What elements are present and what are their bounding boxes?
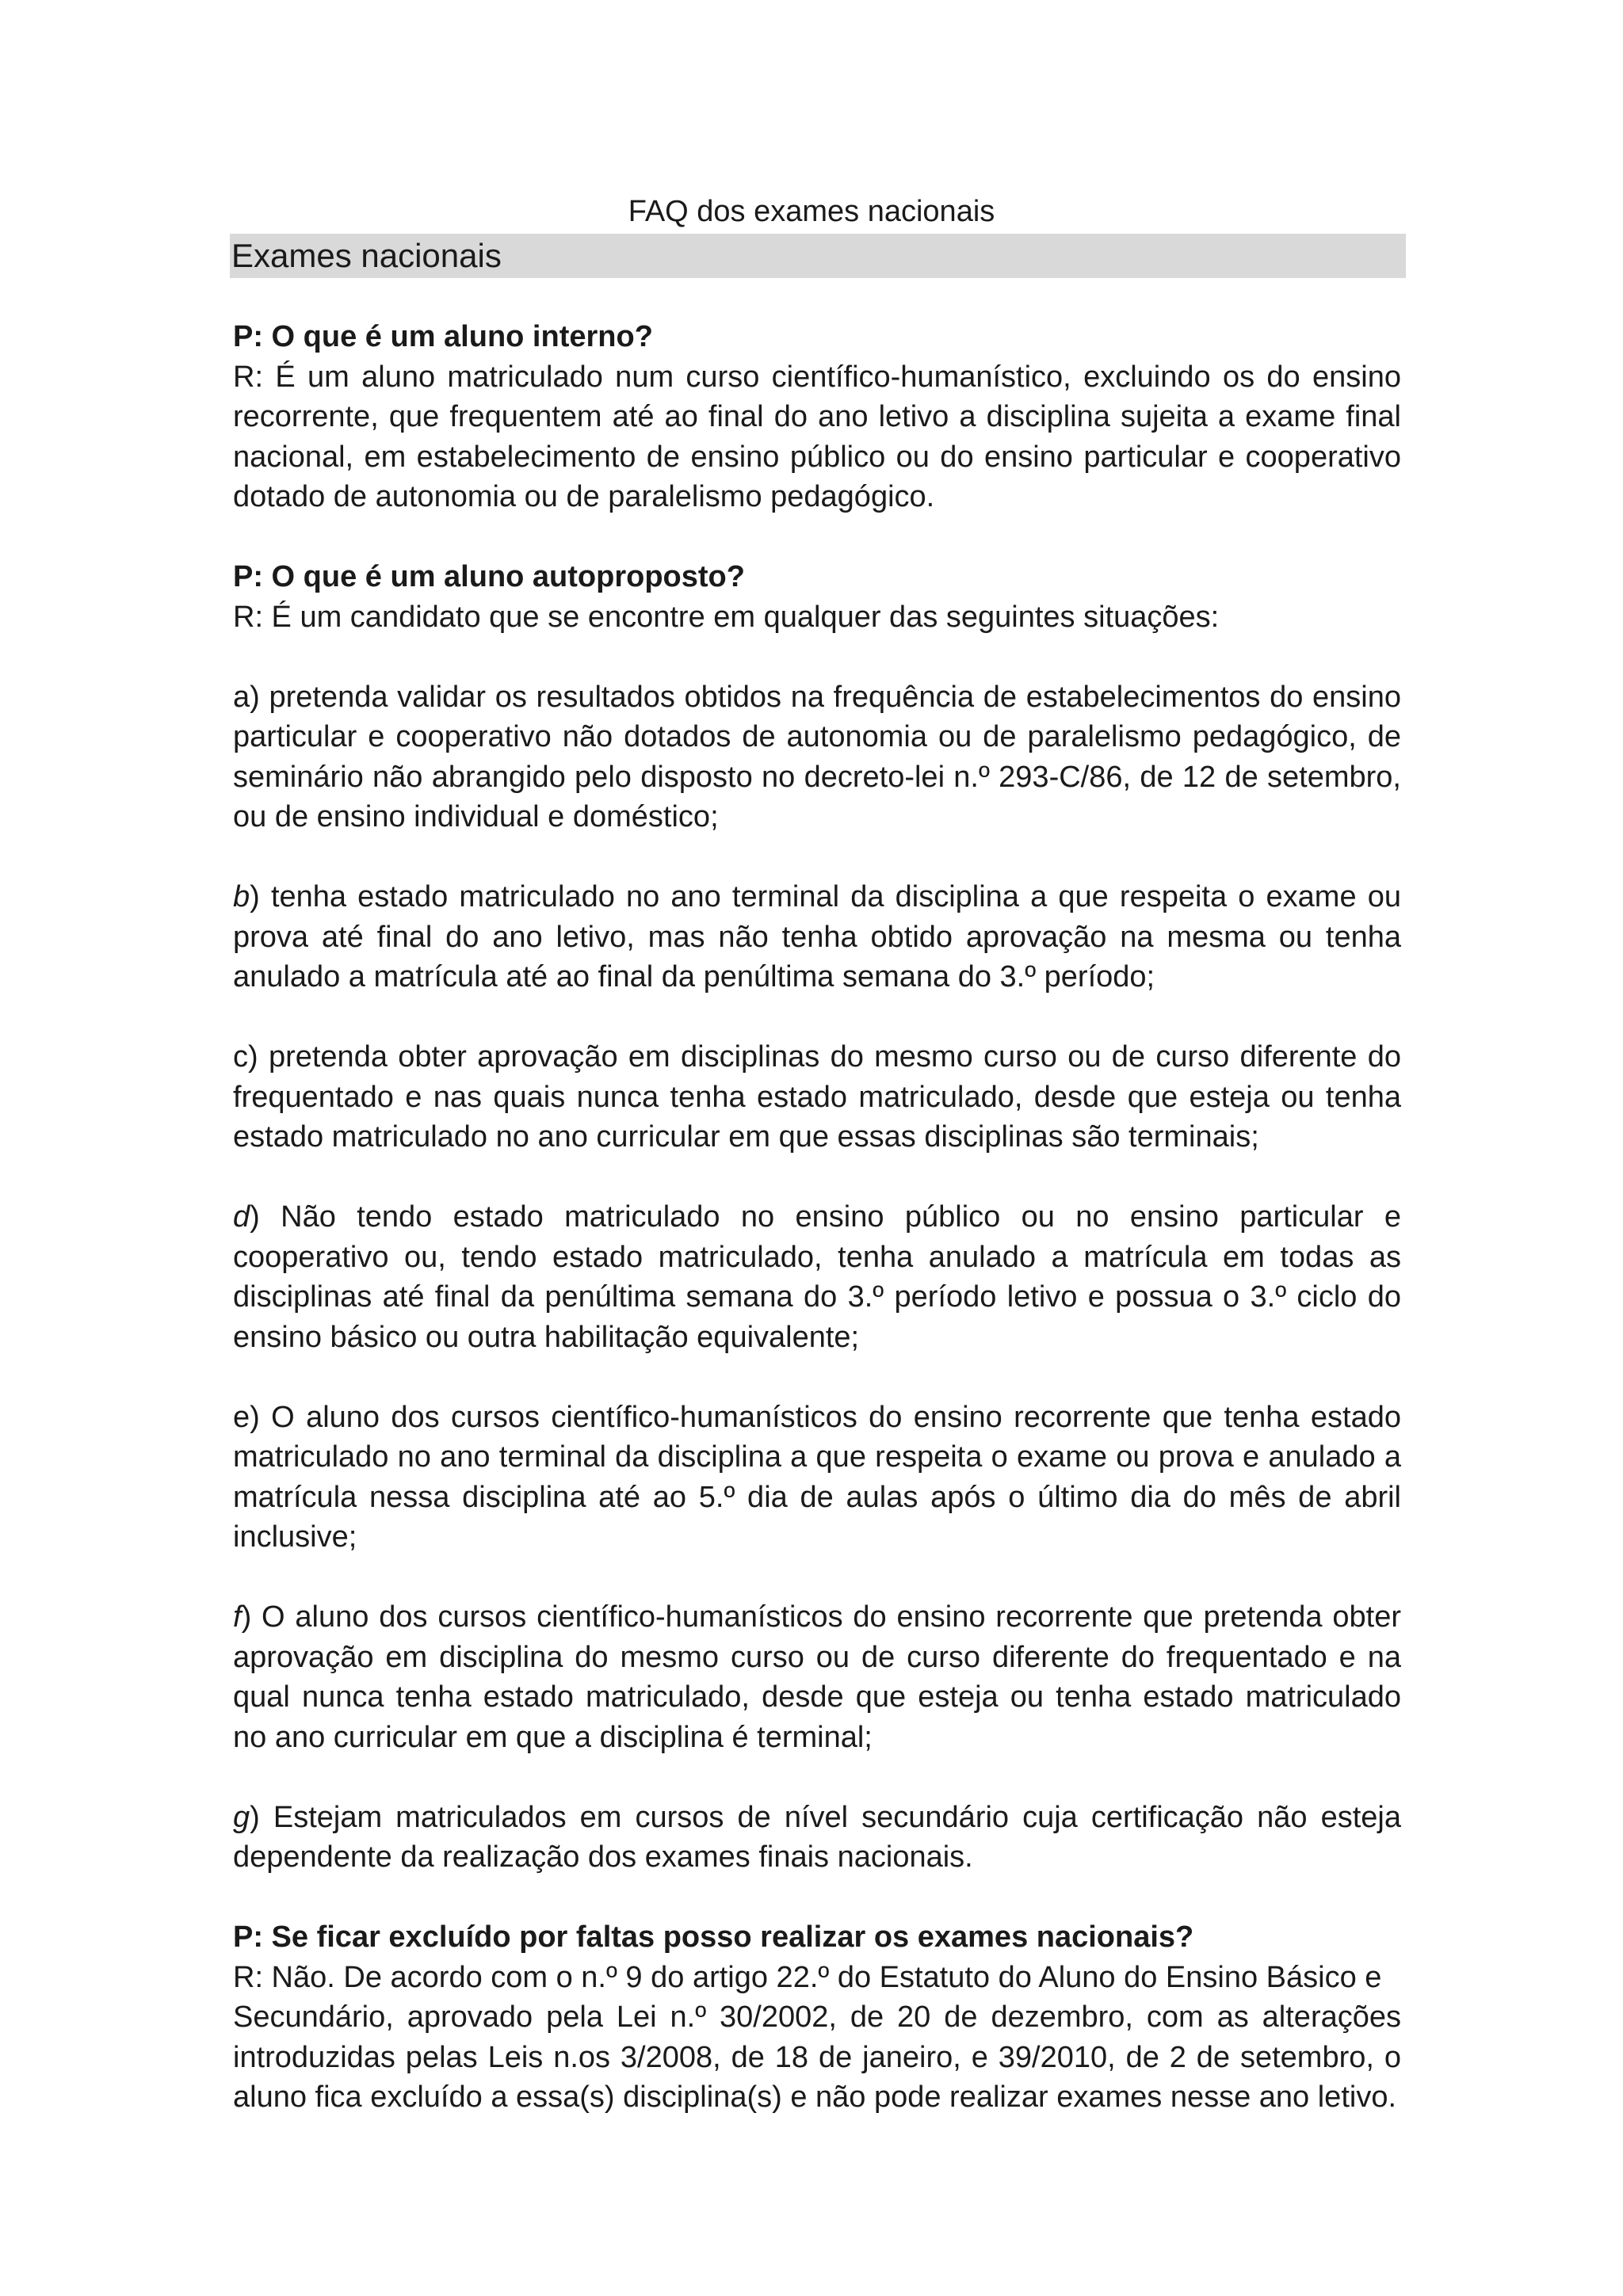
- paragraph-gap: [233, 837, 1401, 878]
- paragraph-gap: [233, 517, 1401, 558]
- paragraph-gap: [233, 1158, 1401, 1198]
- item-letter: d: [233, 1200, 250, 1234]
- item-letter: g: [233, 1800, 250, 1834]
- paragraph-gap: [233, 1558, 1401, 1598]
- faq-content: [233, 317, 1401, 2118]
- item-text: ) O aluno dos cursos científico-humanísticos do ensino recorrente que pretenda obter aprovação em disciplina do mesmo curso ou de curso diferente do frequentado e na qual nunca tenha estado matriculado, desde que esteja ou tenha estado matriculado no ano curricular em que a disciplina é terminal;: [233, 1600, 1401, 1754]
- faq-item-c: [233, 1037, 1401, 1158]
- paragraph-gap: [233, 637, 1401, 677]
- faq-item-b: [233, 877, 1401, 997]
- faq-answer-3-line1: R: Não. De acordo com o n.º 9 do artigo 22.º do Estatuto do Aluno do Ensino Básico e: [233, 1960, 1382, 1994]
- faq-item-e: [233, 1398, 1401, 1558]
- item-letter: f: [233, 1600, 242, 1634]
- item-text: ) Estejam matriculados em cursos de nível secundário cuja certificação não esteja dependente da realização dos exames finais nacionais.: [233, 1800, 1401, 1874]
- faq-item-a: [233, 677, 1401, 837]
- faq-question-3: P: Se ficar excluído por faltas posso realizar os exames nacionais?: [233, 1920, 1194, 1954]
- section-heading: Exames nacionais: [231, 237, 502, 274]
- paragraph-gap: [233, 997, 1401, 1038]
- item-letter: b: [233, 880, 250, 913]
- item-letter: c: [233, 1040, 248, 1074]
- paragraph-gap: [233, 1878, 1401, 1918]
- faq-answer-2-intro: R: É um candidato que se encontre em qualquer das seguintes situações:: [233, 600, 1220, 634]
- faq-question-2: P: O que é um aluno autoproposto?: [233, 560, 745, 593]
- faq-item-g: [233, 1798, 1401, 1878]
- faq-answer-1: R: É um aluno matriculado num curso científico-humanístico, excluindo os do ensino recorrente, que frequentem até ao final do ano letivo a disciplina sujeita a exame final nacional, em estabelecimento de ensino público ou do ensino particular e cooperativo dotado de autonomia ou de paralelismo pedagógico.: [233, 360, 1401, 513]
- item-text: ) Não tendo estado matriculado no ensino público ou no ensino particular e cooperativo ou, tendo estado matriculado, tenha anulado a matrícula em todas as disciplinas até final da penúltima semana do 3.º período letivo e possua o 3.º ciclo do ensino básico ou outra habilitação equivalente;: [233, 1200, 1401, 1354]
- faq-item-f: [233, 1597, 1401, 1757]
- paragraph-gap: [233, 1757, 1401, 1798]
- faq-item-d: [233, 1197, 1401, 1357]
- paragraph-gap: [233, 1357, 1401, 1398]
- item-text: ) pretenda validar os resultados obtidos na frequência de estabelecimentos do ensino particular e cooperativo não dotados de autonomia ou de paralelismo pedagógico, de seminário não abrangido pelo disposto no decreto-lei n.º 293-C/86, de 12 de setembro, ou de ensino individual e doméstico;: [233, 680, 1401, 833]
- faq-answer-3-rest: Secundário, aprovado pela Lei n.º 30/2002, de 20 de dezembro, com as alterações introduzidas pelas Leis n.os 3/2008, de 18 de janeiro, e 39/2010, de 2 de setembro, o aluno fica excluído a essa(s) disciplina(s) e não pode realizar exames nesse ano letivo.: [233, 2000, 1401, 2114]
- faq-question-1: P: O que é um aluno interno?: [233, 320, 653, 353]
- item-text: ) tenha estado matriculado no ano terminal da disciplina a que respeita o exame ou prova até final do ano letivo, mas não tenha obtido aprovação na mesma ou tenha anulado a matrícula até ao final da penúltima semana do 3.º período;: [233, 880, 1401, 994]
- document-title: FAQ dos exames nacionais: [628, 195, 995, 228]
- item-text: ) pretenda obter aprovação em disciplinas do mesmo curso ou de curso diferente do frequentado e nas quais nunca tenha estado matriculado, desde que esteja ou tenha estado matriculado no ano curricular em que essas disciplinas são terminais;: [233, 1040, 1401, 1154]
- item-letter: e: [233, 1400, 250, 1434]
- item-text: ) O aluno dos cursos científico-humanísticos do ensino recorrente que tenha estado matriculado no ano terminal da disciplina a que respeita o exame ou prova e anulado a matrícula nessa disciplina até ao 5.º dia de aulas após o último dia do mês de abril inclusive;: [233, 1400, 1401, 1554]
- item-letter: a: [233, 680, 250, 714]
